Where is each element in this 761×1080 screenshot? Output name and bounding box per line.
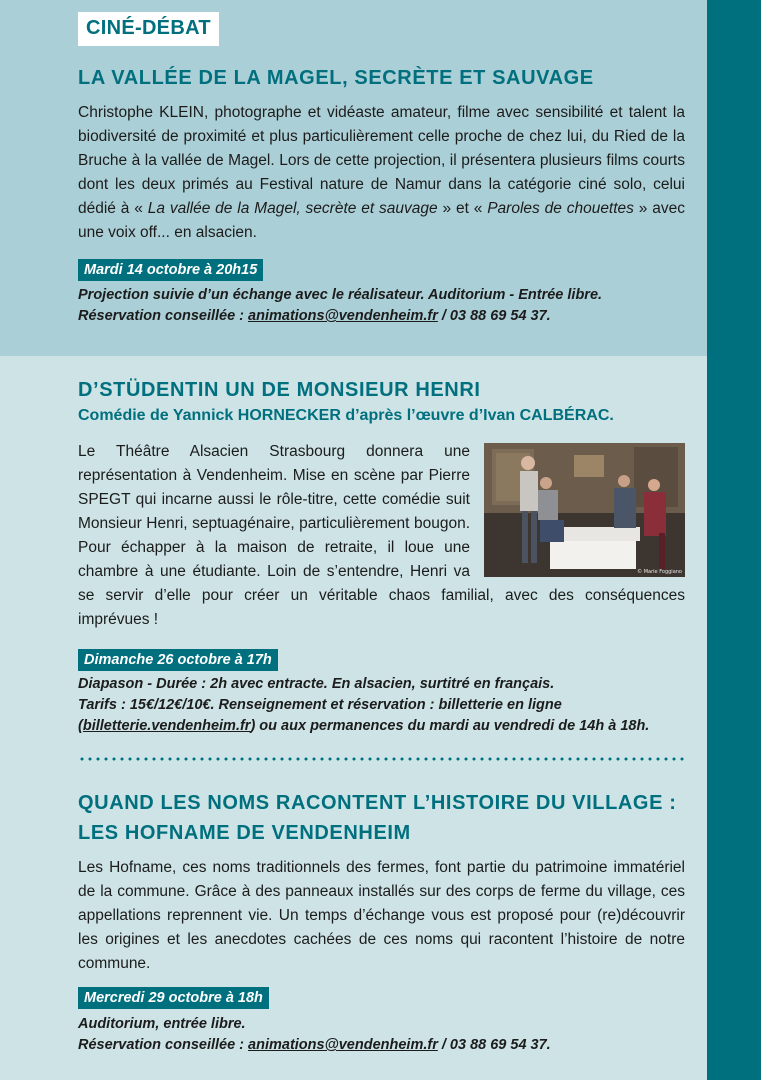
right-accent-band xyxy=(707,0,761,1080)
theatre-scene-illustration xyxy=(484,443,685,577)
event-reservation-line: Réservation conseillée : animations@vendenheim.fr / 03 88 69 54 37. xyxy=(78,308,551,324)
event-date-badge: Dimanche 26 octobre à 17h xyxy=(78,649,278,671)
event-title: LA VALLÉE DE LA MAGEL, SECRÈTE ET SAUVAGE xyxy=(78,67,594,89)
event-pricing-line: Tarifs : 15€/12€/10€. Renseignement et réservation : billetterie en ligne (billetterie.vendenheim.fr) ou aux permanences du mardi au vendredi de 14h à 18h. xyxy=(78,697,650,734)
section-theatre xyxy=(78,375,685,737)
ticket-link[interactable]: billetterie.vendenheim.fr xyxy=(82,718,251,734)
event-title: D’STÜDENTIN UN DE MONSIEUR HENRI xyxy=(78,379,481,401)
event-reservation-line: Réservation conseillée : animations@vendenheim.fr / 03 88 69 54 37. xyxy=(78,1037,551,1053)
event-date-badge: Mercredi 29 octobre à 18h xyxy=(78,987,269,1009)
event-title-line-2: LES HOFNAME DE VENDENHEIM xyxy=(78,822,411,844)
event-subtitle: Comédie de Yannick HORNECKER d’après l’œuvre d’Ivan CALBÉRAC. xyxy=(78,407,614,424)
event-description: Les Hofname, ces noms traditionnels des fermes, font partie du patrimoine immatériel de la commune. Grâce à des panneaux installés sur des corps de ferme du village, ces appellations reprennent vie. Un temps d’échange vous est proposé pour (re)découvrir les origines et les anecdotes cachées de ces noms qui racontent l’histoire de notre commune. xyxy=(78,859,685,972)
theatre-photo xyxy=(484,443,685,577)
email-link[interactable]: animations@vendenheim.fr xyxy=(248,1037,438,1053)
event-date-badge: Mardi 14 octobre à 20h15 xyxy=(78,259,263,281)
category-tag: CINÉ-DÉBAT xyxy=(78,12,219,46)
event-info-line: Auditorium, entrée libre. xyxy=(78,1016,246,1032)
event-title-line-1: QUAND LES NOMS RACONTENT L’HISTOIRE DU VILLAGE : xyxy=(78,792,677,814)
photo-credit: © Marie Foggiano xyxy=(637,569,682,575)
event-description: Le Théâtre Alsacien Strasbourg donnera une représentation à Vendenheim. Mise en scène par Pierre SPEGT qui incarne aussi le rôle-titre, cette comédie suit Monsieur Henri, septuagénaire, particulièrement bougon. Pour échapper à la maison de retraite, il loue une chambre à une étudiante. Loin de s’entendre, Henri va se servir d’elle pour créer un véritable chaos familial, avec des conséquences imprévues ! xyxy=(78,443,685,628)
event-description: Christophe KLEIN, photographe et vidéaste amateur, filme avec sensibilité et talent la biodiversité de proximité et plus particulièrement celle proche de chez lui, du Ried de la Bruche à la vallée de Magel. Lors de cette projection, il présentera plusieurs films courts dont les deux primés au Festival nature de Namur dans la catégorie ciné solo, celui dédié à « La vallée de la Magel, secrète et sauvage » et « Paroles de chouettes » avec une voix off... en alsacien. xyxy=(78,104,685,241)
event-info-line: Projection suivie d’un échange avec le réalisateur. Auditorium - Entrée libre. xyxy=(78,287,603,303)
section-cine-debat xyxy=(78,63,685,327)
event-info-line: Diapason - Durée : 2h avec entracte. En alsacien, surtitré en français. xyxy=(78,676,555,692)
email-link[interactable]: animations@vendenheim.fr xyxy=(248,308,438,324)
section-hofname xyxy=(78,788,685,1056)
dotted-divider xyxy=(78,757,685,761)
